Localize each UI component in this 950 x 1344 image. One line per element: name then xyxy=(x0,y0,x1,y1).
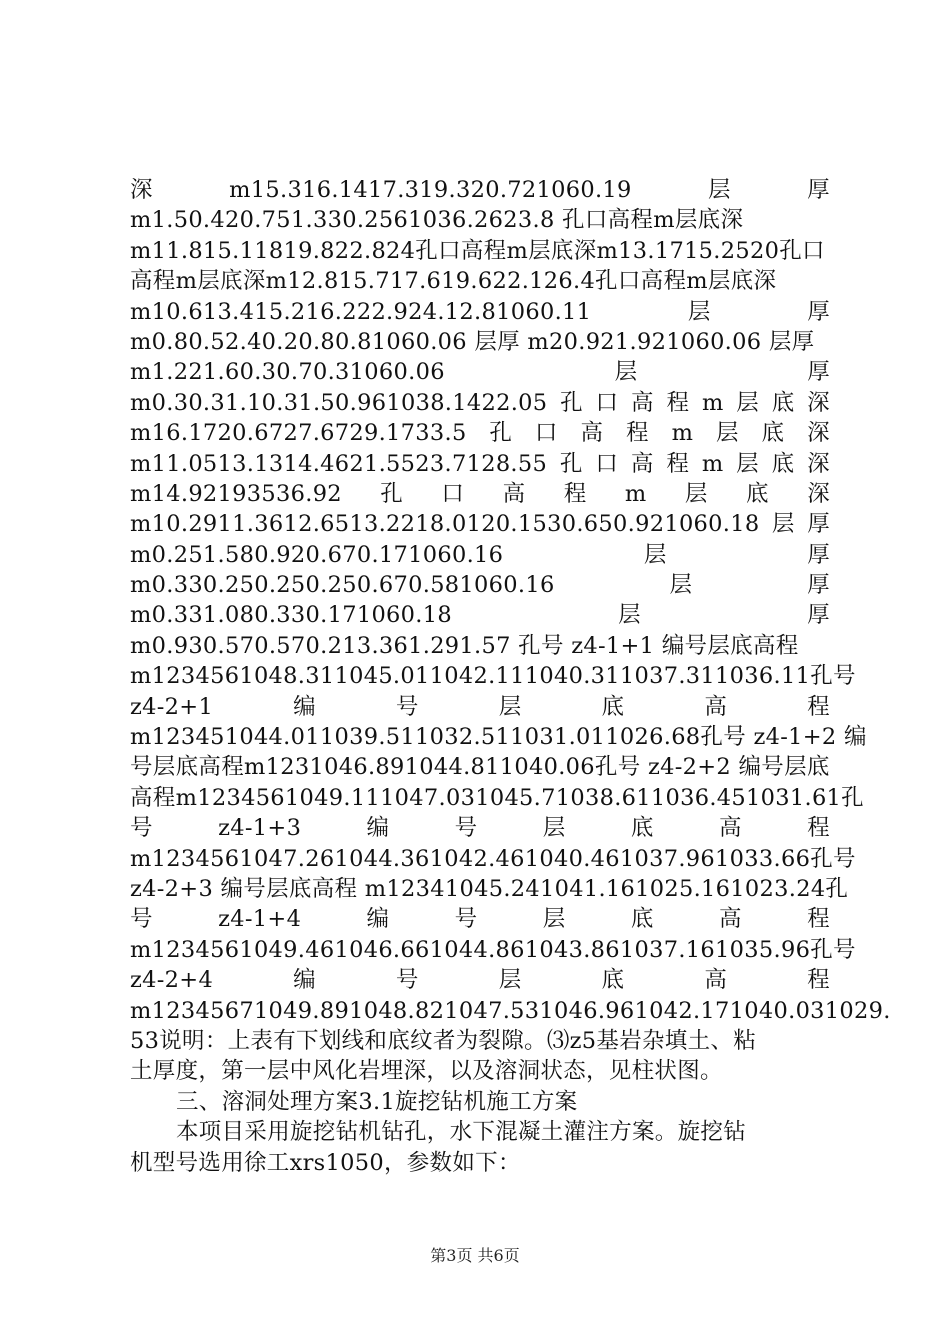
text-segment: m16.1720.6727.6729.1733.5 xyxy=(130,420,467,447)
text-segment: 高 xyxy=(719,815,742,842)
document-body xyxy=(130,175,891,1178)
text-segment: 厚 xyxy=(807,177,830,203)
text-segment: 程 xyxy=(807,693,830,720)
text-segment: 高程m层底深m12.815.717.619.622.126.4孔口高程m层底深 xyxy=(130,268,777,295)
text-line xyxy=(130,996,891,1026)
text-segment: 底 xyxy=(601,693,625,720)
text-segment: 孔 xyxy=(560,389,583,416)
text-segment: m15.316.1417.319.320.721060.19 xyxy=(229,177,632,203)
text-segment: 号 xyxy=(395,967,419,994)
text-segment: m14.92193536.92 xyxy=(130,480,342,507)
text-segment: 三、溶洞处理方案3.1旋挖钻机施工方案 xyxy=(176,1088,578,1115)
text-segment: 编 xyxy=(366,906,390,933)
text-segment: 程 xyxy=(666,450,690,477)
text-line xyxy=(130,1056,830,1086)
text-segment: 厚 xyxy=(807,359,830,386)
text-segment: 底 xyxy=(746,480,769,507)
text-segment: 底 xyxy=(630,815,654,842)
text-segment: 程 xyxy=(666,389,690,416)
text-segment: 高 xyxy=(704,693,728,720)
text-segment: 高 xyxy=(631,389,654,416)
text-segment: m0.930.570.570.213.361.291.57 孔号 z4-1+1 编号层底高程 xyxy=(130,632,799,659)
text-segment: z4-2+1 xyxy=(130,693,214,720)
text-segment: 深 xyxy=(807,480,830,507)
text-segment: 底 xyxy=(771,450,795,477)
text-segment: m xyxy=(701,450,724,477)
text-line xyxy=(130,1026,830,1056)
text-segment: m xyxy=(671,420,694,447)
text-segment: 层 xyxy=(684,480,708,507)
text-segment: 孔 xyxy=(810,936,833,963)
text-segment: 号 xyxy=(833,845,856,872)
text-segment: z4-1+4 xyxy=(218,906,302,933)
text-segment: m12345671049.891048.821047.531046.961042.171040.031029. xyxy=(130,997,891,1024)
text-line xyxy=(130,1148,830,1178)
text-segment: 口 xyxy=(441,480,465,507)
text-segment: 程 xyxy=(807,815,830,842)
text-segment: 号层底高程m1231046.891044.811040.06孔号 z4-2+2 编号层底 xyxy=(130,754,830,781)
text-segment: 层 xyxy=(614,359,638,386)
text-segment: z4-2+4 xyxy=(130,967,214,994)
text-segment: 厚 xyxy=(807,298,830,325)
text-segment: 高 xyxy=(630,450,654,477)
text-segment: 厚 xyxy=(807,541,830,568)
text-line xyxy=(130,570,830,600)
text-segment: 层 xyxy=(687,298,711,325)
text-line xyxy=(130,844,856,874)
text-segment: 孔 xyxy=(489,420,513,447)
text-segment: 孔 xyxy=(810,663,833,690)
text-segment: 层 xyxy=(715,420,739,447)
text-segment: 层 xyxy=(498,693,522,720)
text-segment: z4-1+3 xyxy=(218,815,302,842)
text-segment: 高 xyxy=(580,420,604,447)
text-segment: 深 xyxy=(807,389,830,416)
text-segment: 程 xyxy=(563,480,587,507)
text-line xyxy=(130,600,830,630)
text-segment: 口 xyxy=(595,389,619,416)
text-segment: 号 xyxy=(395,693,419,720)
text-segment: 深 xyxy=(130,177,153,203)
text-segment: 口 xyxy=(595,450,619,477)
text-segment: 本项目采用旋挖钻机钻孔，水下混凝土灌注方案。旋挖钻 xyxy=(176,1119,747,1146)
text-segment: 号 xyxy=(454,906,478,933)
text-line xyxy=(130,631,830,661)
text-line xyxy=(130,327,830,357)
text-segment: 层 xyxy=(669,572,693,599)
text-segment: 底 xyxy=(630,906,654,933)
text-segment: 程 xyxy=(807,967,830,994)
text-line xyxy=(130,783,864,813)
text-segment: 高程m1234561049.111047.031045.71038.611036.451031.61孔 xyxy=(130,784,864,811)
text-line xyxy=(130,175,830,205)
text-segment: 口 xyxy=(534,420,558,447)
text-line xyxy=(130,297,830,327)
text-segment: 编 xyxy=(293,693,316,720)
text-line xyxy=(130,965,830,995)
text-line xyxy=(130,266,830,296)
text-segment: 底 xyxy=(601,967,625,994)
text-line xyxy=(130,874,849,904)
text-segment: 土厚度，第一层中风化岩埋深，以及溶洞状态，见柱状图。 xyxy=(130,1058,723,1085)
text-line xyxy=(130,935,856,965)
page-footer: 第3页 共6页 xyxy=(430,1246,520,1265)
text-line xyxy=(130,904,830,934)
text-segment: m10.613.415.216.222.924.12.81060.11 xyxy=(130,298,592,325)
text-segment: 孔 xyxy=(380,480,404,507)
text-segment: 厚 xyxy=(807,572,830,599)
text-segment: 层 xyxy=(618,602,641,629)
text-segment: 层 xyxy=(736,450,759,477)
text-line xyxy=(130,236,830,266)
text-segment: 层 xyxy=(542,906,566,933)
text-line xyxy=(130,692,830,722)
text-line xyxy=(130,479,830,509)
text-segment: 程 xyxy=(807,906,830,933)
text-segment: m0.330.250.250.250.670.581060.16 xyxy=(130,572,555,599)
text-segment: 程 xyxy=(626,420,649,447)
text-segment: 高 xyxy=(502,480,526,507)
text-line xyxy=(130,722,867,752)
text-segment: 孔 xyxy=(559,450,583,477)
text-line xyxy=(130,509,830,539)
text-segment: 层 xyxy=(708,177,731,203)
text-segment: 厚 xyxy=(807,511,830,538)
text-line xyxy=(130,1117,830,1147)
text-line xyxy=(130,357,830,387)
text-segment: 层 xyxy=(736,389,760,416)
text-segment: 高 xyxy=(704,967,728,994)
text-segment: 深 xyxy=(807,420,830,447)
text-segment: m xyxy=(624,480,647,507)
text-segment: m1234561048.311045.011042.111040.311037.311036.11 xyxy=(130,663,811,690)
text-line xyxy=(130,752,830,782)
text-line xyxy=(130,205,830,235)
text-segment: 号 xyxy=(833,663,856,690)
text-segment: m10.2911.3612.6513.2218.0120.1530.650.921060.18 xyxy=(130,511,760,538)
text-segment: m0.80.52.40.20.80.81060.06 层厚 m20.921.921060.06 层厚 xyxy=(130,328,815,355)
text-segment: m0.251.580.920.670.171060.16 xyxy=(130,541,504,568)
text-segment: 层 xyxy=(498,967,522,994)
text-segment: m0.30.31.10.31.50.961038.1422.05 xyxy=(130,389,548,416)
text-segment: 编 xyxy=(293,967,316,994)
text-segment: 号 xyxy=(130,815,153,842)
text-segment: m11.0513.1314.4621.5523.7128.55 xyxy=(130,450,548,477)
text-segment: 机型号选用徐工xrs1050，参数如下： xyxy=(130,1149,521,1176)
text-segment: 号 xyxy=(454,815,478,842)
text-segment: 高 xyxy=(719,906,742,933)
text-line xyxy=(130,813,830,843)
text-segment: m123451044.011039.511032.511031.011026.68孔号 z4-1+2 编 xyxy=(130,724,867,751)
text-segment: 编 xyxy=(366,815,390,842)
text-line xyxy=(130,661,856,691)
text-segment: m1234561049.461046.661044.861043.861037.161035.96 xyxy=(130,936,811,963)
text-line xyxy=(130,1087,830,1117)
text-segment: m1.50.420.751.330.2561036.2623.8 孔口高程m层底深 xyxy=(130,207,744,234)
text-segment: 底 xyxy=(771,389,795,416)
text-segment: 厚 xyxy=(807,602,830,629)
text-segment: 深 xyxy=(807,450,830,477)
text-segment: 号 xyxy=(833,936,856,963)
text-segment: m1234561047.261044.361042.461040.461037.961033.66 xyxy=(130,845,811,872)
text-line xyxy=(130,540,830,570)
text-segment: m1.221.60.30.70.31060.06 xyxy=(130,359,445,386)
text-segment: m0.331.080.330.171060.18 xyxy=(130,602,452,629)
text-line xyxy=(130,418,830,448)
text-segment: 层 xyxy=(542,815,566,842)
text-segment: 号 xyxy=(130,906,153,933)
text-segment: 层 xyxy=(771,511,795,538)
text-segment: m xyxy=(701,389,724,416)
text-segment: z4-2+3 编号层底高程 m12341045.241041.161025.161023.24孔 xyxy=(130,875,849,902)
text-segment: 53说明：上表有下划线和底纹者为裂隙。⑶z5基岩杂填土、粘 xyxy=(130,1027,757,1054)
text-segment: 层 xyxy=(643,541,667,568)
text-line xyxy=(130,449,830,479)
text-line xyxy=(130,388,830,418)
text-segment: 孔 xyxy=(810,845,833,872)
text-segment: 底 xyxy=(761,420,785,447)
text-segment: m11.815.11819.822.824孔口高程m层底深m13.1715.2520孔口 xyxy=(130,237,825,264)
